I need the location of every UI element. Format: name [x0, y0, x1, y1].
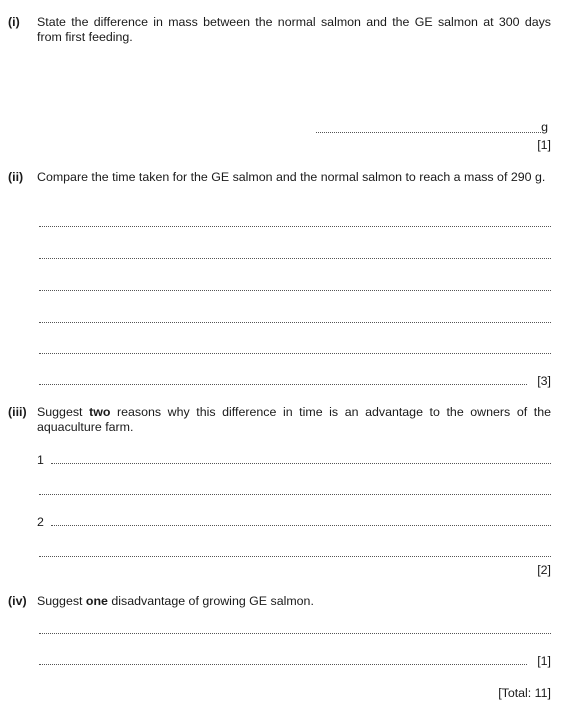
question-iii: [8, 405, 551, 580]
answer-line[interactable]: [39, 258, 551, 259]
answer-line[interactable]: [39, 290, 551, 291]
question-text: State the difference in mass between the normal salmon and the GE salmon at 300 days from first feeding.: [37, 15, 551, 44]
answer-item-number: 2: [37, 515, 44, 529]
question-text: Compare the time taken for the GE salmon and the normal salmon to reach a mass of 290 g.: [37, 170, 546, 184]
question-iv: [8, 594, 551, 674]
question-i: [8, 15, 551, 155]
answer-line[interactable]: [39, 556, 551, 557]
question-number: (iii): [8, 405, 27, 419]
mark-allocation: [2]: [537, 563, 551, 577]
total-marks: [Total: 11]: [498, 686, 551, 700]
question-number: (ii): [8, 170, 24, 184]
mark-allocation: [1]: [537, 654, 551, 668]
question-number: (i): [8, 15, 20, 29]
answer-item-number: 1: [37, 453, 44, 467]
question-text: Suggest one disadvantage of growing GE salmon.: [37, 594, 314, 608]
answer-line[interactable]: [51, 525, 551, 526]
answer-line[interactable]: [316, 132, 541, 133]
answer-line[interactable]: [39, 494, 551, 495]
question-ii: [8, 170, 551, 390]
answer-line[interactable]: [39, 226, 551, 227]
answer-line[interactable]: [39, 664, 527, 665]
question-text: Suggest two reasons why this difference in time is an advantage to the owners of the aquaculture farm.: [37, 405, 551, 434]
answer-line[interactable]: [39, 633, 551, 634]
question-number: (iv): [8, 594, 27, 608]
answer-line[interactable]: [51, 463, 551, 464]
answer-unit: g: [541, 120, 548, 134]
answer-line[interactable]: [39, 353, 551, 354]
mark-allocation: [1]: [537, 138, 551, 152]
answer-line[interactable]: [39, 322, 551, 323]
mark-allocation: [3]: [537, 374, 551, 388]
answer-line[interactable]: [39, 384, 527, 385]
